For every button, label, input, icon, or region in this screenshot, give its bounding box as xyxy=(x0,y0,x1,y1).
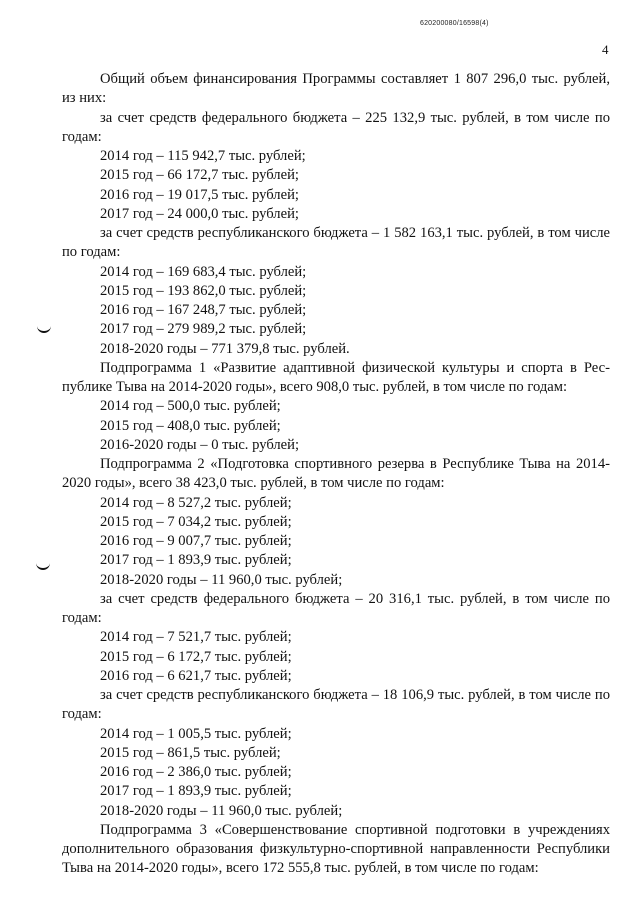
year-amount-line: 2016 год – 19 017,5 тыс. рублей; xyxy=(100,186,299,203)
document-body xyxy=(62,70,610,879)
year-amount-line: 2017 год – 1 893,9 тыс. рублей; xyxy=(100,783,292,800)
year-amount-line: 2015 год – 7 034,2 тыс. рублей; xyxy=(100,513,292,530)
paragraph: за счет средств республиканского бюджета – 18 106,9 тыс. рублей, в том числе по годам: xyxy=(62,687,610,723)
paragraph: Подпрограмма 3 «Совершенствование спортивной подготовки в учреждениях дополнительного образования физкультурно-спортивной направленности Республики Тыва на 2014-2020 годы», всего 172 555,8 тыс. рублей, в том числе по годам: xyxy=(62,821,610,877)
page-number: 4 xyxy=(602,42,609,57)
year-amount-line: 2016 год – 167 248,7 тыс. рублей; xyxy=(100,302,307,318)
year-amount-line: 2016 год – 6 621,7 тыс. рублей; xyxy=(100,667,292,684)
year-amount-line: 2015 год – 861,5 тыс. рублей; xyxy=(100,744,281,761)
year-amount-line: 2016-2020 годы – 0 тыс. рублей; xyxy=(100,436,300,453)
year-amount-line: 2014 год – 7 521,7 тыс. рублей; xyxy=(100,629,292,646)
year-amount-line: 2015 год – 6 172,7 тыс. рублей; xyxy=(100,648,292,665)
paragraph: за счет средств республиканского бюджета – 1 582 163,1 тыс. рублей, в том числе по годам: xyxy=(62,225,610,261)
year-amount-line: 2015 год – 193 862,0 тыс. рублей; xyxy=(100,282,307,299)
paragraph: Общий объем финансирования Программы составляет 1 807 296,0 тыс. рублей, из них: xyxy=(62,71,610,107)
year-amount-line: 2017 год – 1 893,9 тыс. рублей; xyxy=(100,552,292,569)
year-amount-line: 2016 год – 2 386,0 тыс. рублей; xyxy=(100,764,292,780)
margin-mark xyxy=(36,562,50,570)
year-amount-line: 2016 год – 9 007,7 тыс. рублей; xyxy=(100,533,292,549)
year-amount-line: 2014 год – 115 942,7 тыс. рублей; xyxy=(100,148,306,164)
year-amount-line: 2014 год – 1 005,5 тыс. рублей; xyxy=(100,725,292,742)
document-code-stamp: 620200080/16598(4) xyxy=(420,20,489,27)
year-amount-line: 2017 год – 24 000,0 тыс. рублей; xyxy=(100,205,299,222)
paragraph: за счет средств федерального бюджета – 20 316,1 тыс. рублей, в том числе по годам: xyxy=(62,590,610,626)
year-amount-line: 2014 год – 500,0 тыс. рублей; xyxy=(100,398,281,415)
year-amount-line: 2015 год – 66 172,7 тыс. рублей; xyxy=(100,167,299,184)
paragraph: Подпрограмма 2 «Подготовка спортивного резерва в Республике Тыва на 2014-2020 годы», всего 38 423,0 тыс. рублей, в том числе по годам: xyxy=(62,456,610,492)
year-amount-line: 2014 год – 169 683,4 тыс. рублей; xyxy=(100,263,307,280)
year-amount-line: 2015 год – 408,0 тыс. рублей; xyxy=(100,417,281,434)
paragraph: Подпрограмма 1 «Развитие адаптивной физической культуры и спорта в Республике Тыва на 2014-2020 годы», всего 908,0 тыс. рублей, в том числе по годам: xyxy=(62,359,610,395)
year-amount-line: 2018-2020 годы – 771 379,8 тыс. рублей. xyxy=(100,340,350,357)
paragraph: за счет средств федерального бюджета – 225 132,9 тыс. рублей, в том числе по годам: xyxy=(62,109,610,145)
margin-mark xyxy=(37,325,51,333)
year-amount-line: 2014 год – 8 527,2 тыс. рублей; xyxy=(100,494,292,511)
year-amount-line: 2017 год – 279 989,2 тыс. рублей; xyxy=(100,321,307,338)
year-amount-line: 2018-2020 годы – 11 960,0 тыс. рублей; xyxy=(100,802,343,819)
year-amount-line: 2018-2020 годы – 11 960,0 тыс. рублей; xyxy=(100,571,343,588)
